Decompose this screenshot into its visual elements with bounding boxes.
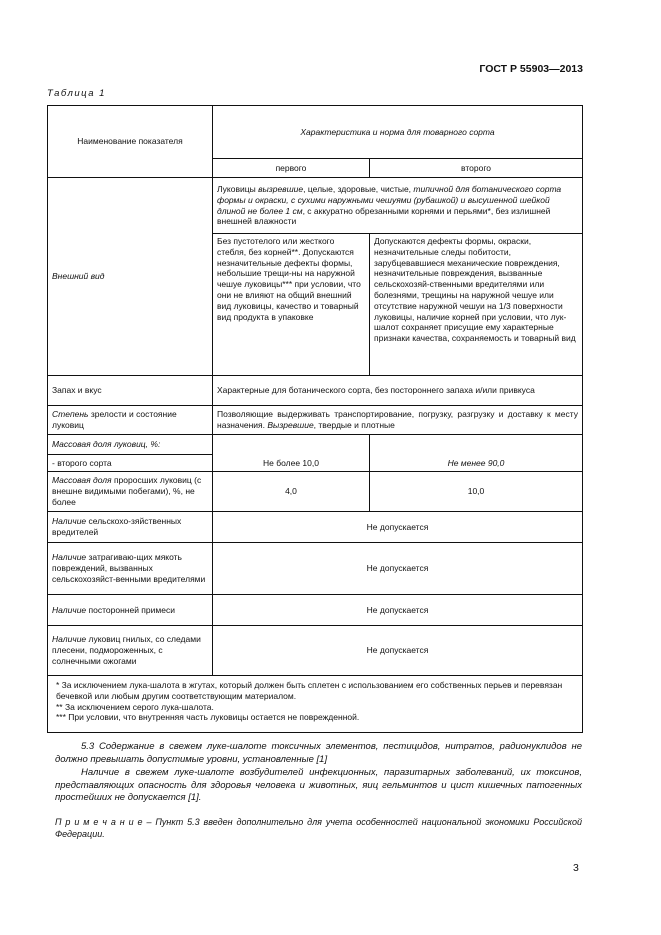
- footnote-2: ** За исключением серого лука-шалота.: [56, 701, 214, 712]
- impurity-value: Не допускается: [213, 595, 583, 626]
- second-grade-first-value: Не более 10,0: [213, 435, 370, 472]
- sprouted-second-value: 10,0: [370, 472, 583, 512]
- table-footnotes: [48, 676, 583, 733]
- row-label-impurity: Наличие посторонней примеси: [48, 595, 213, 626]
- footnote-1: * За исключением лука-шалота в жгутах, который должен быть сплетен с использованием его собственных перьев и перевязан бечевкой или любым другим соответствующим материалом.: [56, 680, 563, 701]
- col-header-first-grade: первого: [213, 159, 370, 178]
- page-number: 3: [573, 862, 579, 874]
- note: [55, 816, 582, 840]
- quality-table: [47, 105, 583, 733]
- damage-value: Не допускается: [213, 543, 583, 595]
- appearance-common-text: Луковицы вызревшие, целые, здоровые, чистые, типичной для ботанического сорта формы и окраски, с сухими наружными чешуями (рубашкой) и высушенной шейкой длиной не более 1 см, с аккуратно обрезанными корнями и перьями*, без излишней внешней влажности: [213, 178, 583, 234]
- appearance-first-grade: Без пустотелого или жесткого стебля, без корней**. Допускаются незначительные дефекты формы, небольшие трещи-ны на наружной чешуе луковицы*** при условии, что они не влияют на общий внешний вид луковицы, качество и товарный вид продукта в упаковке: [213, 234, 370, 376]
- appearance-second-grade: Допускаются дефекты формы, окраски, незначительные следы побитости, зарубцевавшиеся механические повреждения, незначительные повреждения, вызванные сельскохозяй-ственными вредителями или болезнями, трещины на наружной чешуе или отсутствие наружной чешуи на 1/3 поверхности луковицы, наличие корней при условии, что лук-шалот сохраняет присущие ему характерные признаки качества, сохраняемость и товарный вид: [370, 234, 583, 376]
- row-label-second-grade: - второго сорта: [48, 455, 213, 472]
- rotten-value: Не допускается: [213, 626, 583, 676]
- row-label-damage: Наличие затрагиваю-щих мякоть повреждений, вызванных сельскохозяйст-венными вредителями: [48, 543, 213, 595]
- smell-value: Характерные для ботанического сорта, без постороннего запаха и/или привкуса: [213, 376, 583, 406]
- row-label-sprouted: Массовая доля проросших луковиц (с внешне видимыми побегами), %, не более: [48, 472, 213, 512]
- row-label-appearance: Внешний вид: [48, 178, 213, 376]
- paragraph-pathogens: Наличие в свежем луке-шалоте возбудителей инфекционных, паразитарных заболеваний, их токсинов, представляющих опасность для здоровья человека и животных, яиц гельминтов и цист кишечных патогенных простейших не допускается [1].: [55, 767, 582, 803]
- second-grade-second-value: Не менее 90,0: [370, 435, 583, 472]
- sprouted-first-value: 4,0: [213, 472, 370, 512]
- document-code: ГОСТ Р 55903—2013: [479, 63, 583, 75]
- col-header-name: Наименование показателя: [48, 106, 213, 178]
- row-label-smell: Запах и вкус: [48, 376, 213, 406]
- footnote-3: *** При условии, что внутренняя часть луковицы остается не поврежденной.: [56, 712, 360, 723]
- col-header-second-grade: второго: [370, 159, 583, 178]
- col-header-characteristic: Характеристика и норма для товарного сорта: [213, 106, 583, 159]
- note-text: – Пункт 5.3 введен дополнительно для учета особенностей национальной экономики Российской Федерации.: [55, 817, 582, 839]
- table-caption: Таблица 1: [47, 88, 106, 99]
- pests-value: Не допускается: [213, 512, 583, 543]
- paragraph-5-3: 5.3 Содержание в свежем луке-шалоте токсичных элементов, пестицидов, нитратов, радионуклидов не должно превышать допустимые уровни, установленные [1]: [55, 741, 582, 765]
- row-label-rotten: Наличие луковиц гнилых, со следами плесени, подмороженных, с солнечными ожогами: [48, 626, 213, 676]
- note-label: П р и м е ч а н и е: [55, 817, 143, 827]
- row-label-mass-share: Массовая доля луковиц, %:: [48, 435, 213, 455]
- ripeness-value: Позволяющие выдерживать транспортирование, погрузку, разгрузку и доставку к месту назначения. Вызревшие, твердые и плотные: [213, 406, 583, 435]
- row-label-pests: Наличие сельскохо-зяйственных вредителей: [48, 512, 213, 543]
- row-label-ripeness: Степень зрелости и состояние луковиц: [48, 406, 213, 435]
